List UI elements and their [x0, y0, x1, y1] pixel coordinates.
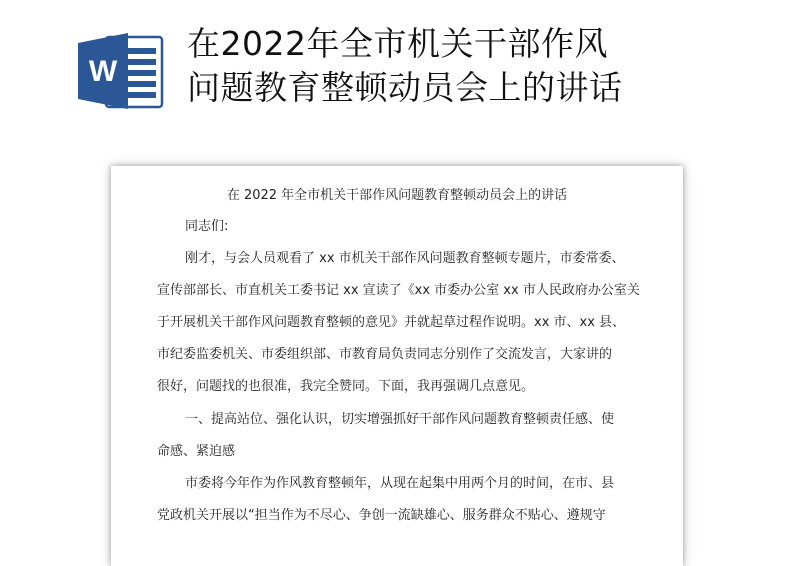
body-line: 党政机关开展以“担当作为不尽心、争创一流缺雄心、服务群众不贴心、遵规守: [157, 508, 606, 523]
document-title: 在 2022 年全市机关干部作风问题教育整顿动员会上的讲话: [226, 188, 568, 203]
body-line: 刚才，与会人员观看了 xx 市机关干部作风问题教育整顿专题片，市委常委、: [185, 251, 625, 266]
section-heading: 一、提高站位、强化认识，切实增强抓好干部作风问题教育整顿责任感、使: [185, 412, 615, 427]
body-line: 于开展机关干部作风问题教育整顿的意见》并就起草过程作说明。xx 市、xx 县、: [157, 315, 626, 330]
word-document-icon: [76, 31, 166, 111]
title-line-2: 问题教育整顿动员会上的讲话: [187, 68, 623, 107]
section-heading-cont: 命感、紧迫感: [157, 444, 236, 459]
page-title: [187, 22, 787, 110]
title-line-1: 在2022年全市机关干部作风: [187, 24, 608, 63]
body-line: 市纪委监委机关、市委组织部、市教育局负责同志分别作了交流发言，大家讲的: [157, 347, 613, 362]
body-line: 市委将今年作为作风教育整顿年，从现在起集中用两个月的时间，在市、县: [185, 476, 615, 491]
document-page: [111, 166, 683, 566]
header: [0, 0, 800, 150]
logo-letter: W: [88, 55, 118, 88]
body-line: 很好，问题找的也很准，我完全赞同。下面，我再强调几点意见。: [157, 379, 535, 394]
salutation: 同志们:: [185, 219, 229, 234]
body-line: 宣传部部长、市直机关工委书记 xx 宣读了《xx 市委办公室 xx 市人民政府办公室关: [157, 283, 640, 298]
